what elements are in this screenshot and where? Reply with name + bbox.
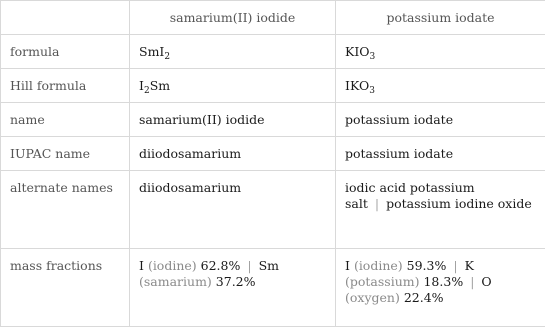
cell-alt-samarium-iodide: diiodosamarium <box>130 171 336 249</box>
alternate-name: iodic acid potassium salt <box>345 180 475 211</box>
corner-cell <box>1 1 130 35</box>
cell-name-potassium-iodate: potassium iodate <box>336 103 545 137</box>
element-name: (oxygen) <box>345 290 400 305</box>
element-name: (iodine) <box>148 258 197 273</box>
row-iupac-name <box>1 137 545 171</box>
row-label-alternate-names: alternate names <box>1 171 130 249</box>
cell-hill-potassium-iodate <box>336 69 545 103</box>
cell-mass-potassium-iodate <box>336 249 545 327</box>
element-name: (potassium) <box>345 274 420 289</box>
formula-subscript: 3 <box>370 52 376 62</box>
mass-percent: 59.3% <box>407 258 447 273</box>
mass-percent: 62.8% <box>201 258 241 273</box>
row-formula <box>1 35 545 69</box>
cell-iupac-potassium-iodate: potassium iodate <box>336 137 545 171</box>
separator: | <box>240 258 258 273</box>
cell-mass-samarium-iodide <box>130 249 336 327</box>
mass-percent: 18.3% <box>423 274 463 289</box>
row-mass-fractions <box>1 249 545 327</box>
row-label-formula: formula <box>1 35 130 69</box>
formula-subscript: 2 <box>144 86 150 96</box>
cell-name-samarium-iodide: samarium(II) iodide <box>130 103 336 137</box>
row-label-name: name <box>1 103 130 137</box>
element-symbol: O <box>481 274 491 289</box>
cell-iupac-samarium-iodide: diiodosamarium <box>130 137 336 171</box>
element-name: (iodine) <box>354 258 403 273</box>
separator: | <box>368 196 386 211</box>
separator: | <box>446 258 464 273</box>
cell-formula-samarium-iodide <box>130 35 336 69</box>
formula-text: SmI <box>139 44 164 59</box>
formula-text: IKO <box>345 78 369 93</box>
row-label-hill-formula: Hill formula <box>1 69 130 103</box>
cell-formula-potassium-iodate <box>336 35 545 69</box>
mass-percent: 37.2% <box>216 274 256 289</box>
cell-hill-samarium-iodide <box>130 69 336 103</box>
alternate-name: potassium iodine oxide <box>386 196 532 211</box>
mass-percent: 22.4% <box>404 290 444 305</box>
element-symbol: I <box>139 258 144 273</box>
element-symbol: Sm <box>259 258 279 273</box>
separator: | <box>463 274 481 289</box>
element-symbol: I <box>345 258 350 273</box>
header-row <box>1 1 545 35</box>
element-name: (samarium) <box>139 274 212 289</box>
column-header-potassium-iodate: potassium iodate <box>336 1 545 35</box>
formula-subscript: 2 <box>164 52 170 62</box>
cell-alt-potassium-iodate <box>336 171 545 249</box>
row-label-mass-fractions: mass fractions <box>1 249 130 327</box>
formula-text: I <box>139 78 144 93</box>
row-alternate-names <box>1 171 545 249</box>
element-symbol: K <box>465 258 474 273</box>
row-hill-formula <box>1 69 545 103</box>
formula-text: KIO <box>345 44 370 59</box>
row-label-iupac-name: IUPAC name <box>1 137 130 171</box>
column-header-samarium-iodide: samarium(II) iodide <box>130 1 336 35</box>
formula-text: Sm <box>150 78 170 93</box>
row-name <box>1 103 545 137</box>
formula-subscript: 3 <box>369 86 375 96</box>
